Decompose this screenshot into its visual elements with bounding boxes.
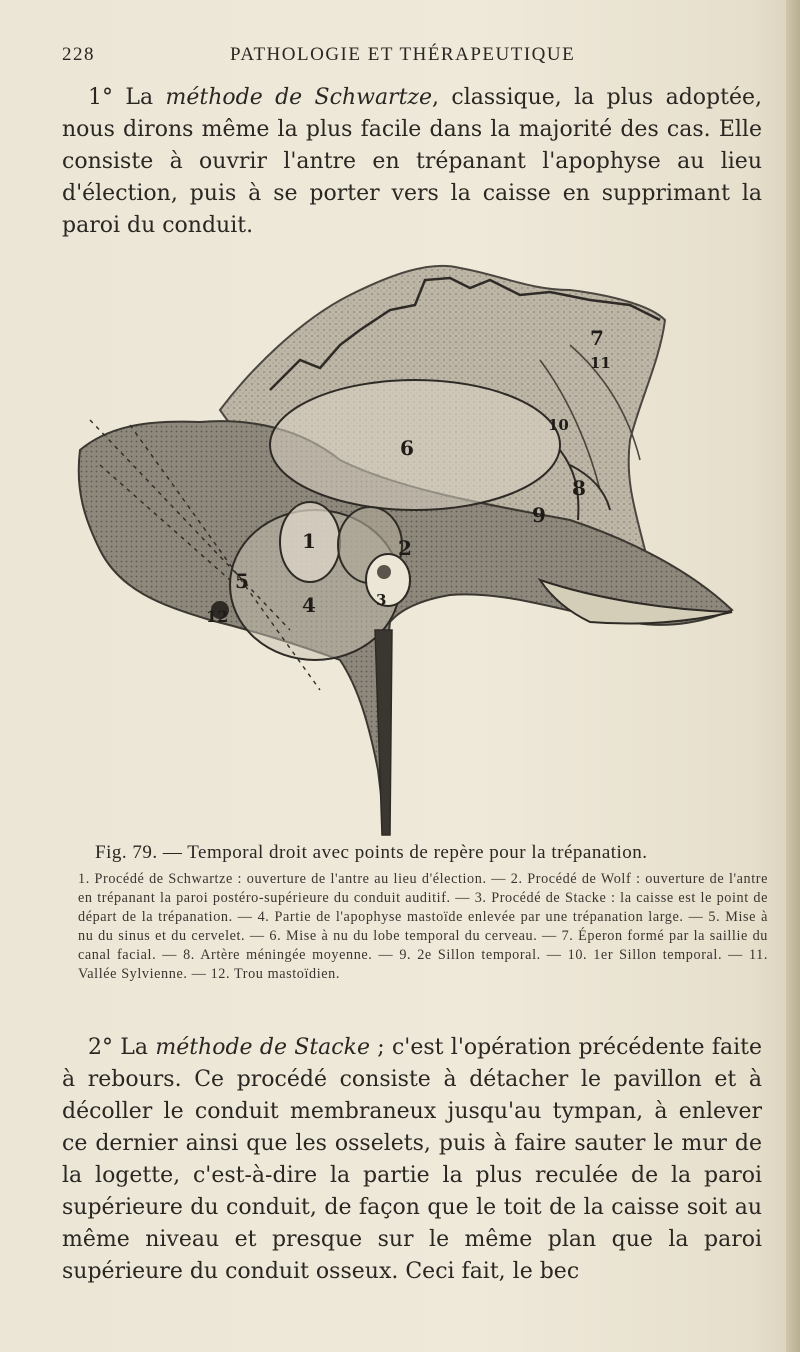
page-edge [786,0,800,1352]
label-12: 12 [206,607,229,626]
figure-caption-title: Fig. 79. — Temporal droit avec points de repère pour la trépanation. [95,842,648,863]
canal-spur [377,565,391,579]
running-head-title: PATHOLOGIE ET THÉRAPEUTIQUE [230,44,576,65]
label-11: 11 [590,354,611,372]
running-header [62,44,752,72]
label-5: 5 [235,569,249,593]
auditory-canal [366,554,410,606]
figure-caption-body: 1. Procédé de Schwartze : ouverture de l'antre au lieu d'élection. — 2. Procédé de Wolf : ouverture de l'antre en trépanant la paroi postéro-supérieure du conduit auditif. — 3. Procédé de Stacke : la caisse est le point de départ de la trépanation. — 4. Partie de l'apophyse mastoïde enlevée par une trépanation large. — 5. Mise à nu du sinus et du cervelet. — 6. Mise à nu du lobe temporal du cerveau. — 7. Éperon formé par la saillie du canal facial. — 8. Artère méningée moyenne. — 9. 2e Sillon temporal. — 10. 1er Sillon temporal. — 11. Vallée Sylvienne. — 12. Trou mastoïdien. [78,871,768,982]
label-9: 9 [532,503,546,527]
label-2: 2 [398,536,412,560]
label-3: 3 [376,591,387,609]
temporal-bone-figure [70,250,740,840]
para1-lead: 1° La [88,85,166,110]
para2-text: ; c'est l'opération précédente faite à rebours. Ce procédé consiste à détacher le pavillon et à décoller le conduit membraneux jusqu'au tympan, à enlever ce dernier ainsi que les osselets, puis à faire sauter le mur de la logette, c'est-à-dire la partie la plus reculée de la paroi supérieure du conduit, de façon que le toit de la caisse soit au même niveau et presque sur le même plan que la paroi supérieure du conduit osseux. Ceci fait, le bec [62,1035,762,1284]
label-10: 10 [548,416,569,434]
label-7: 7 [590,326,604,350]
para2-lead: 2° La [88,1035,156,1060]
method-stacke: méthode de Stacke [155,1035,370,1060]
page-number: 228 [62,44,95,65]
label-6: 6 [400,436,414,460]
label-1: 1 [302,529,316,553]
para1-text: , classique, la plus adoptée, nous dirons même la plus facile dans la majorité des cas. Elle consiste à ouvrir l'antre en trépanant l'apophyse au lieu d'élection, puis à se porter vers la caisse en supprimant la paroi du conduit. [62,85,762,238]
zone-temporal-lobe [270,380,560,510]
paragraph-stacke [62,1032,762,1288]
label-8: 8 [572,476,586,500]
paragraph-schwartze [62,82,762,242]
label-4: 4 [302,593,316,617]
method-schwartze: méthode de Schwartze [165,85,433,110]
